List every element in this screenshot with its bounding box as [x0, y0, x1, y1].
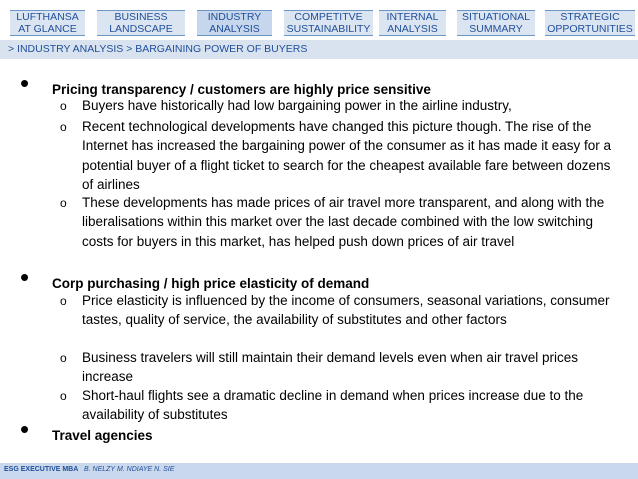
tab-industry-analysis[interactable] [197, 10, 272, 36]
tab-label-line2: ANALYSIS [387, 23, 438, 35]
tab-label-line1: LUFTHANSA [16, 11, 79, 23]
sub-bullet-marker: o [60, 294, 67, 308]
tab-label-line1: INTERNAL [386, 11, 439, 23]
tab-label-line2: AT GLANCE [18, 23, 77, 35]
tab-business-landscape[interactable] [97, 10, 185, 36]
sub-bullet-text: Business travelers will still maintain their demand levels even when air travel prices increase [82, 350, 578, 385]
bullet-marker: • [20, 414, 30, 444]
sub-bullet-marker: o [60, 99, 67, 113]
tab-label-line2: SUMMARY [469, 23, 523, 35]
footer-program: ESG EXECUTIVE MBA [4, 466, 79, 473]
bullet-title: Travel agencies [52, 428, 153, 443]
tab-internal-analysis[interactable] [379, 10, 446, 36]
footer-bar [0, 463, 638, 479]
tab-strategic-opportunities[interactable] [545, 10, 635, 36]
bullet-title: Corp purchasing / high price elasticity of demand [52, 276, 370, 291]
tab-label-line1: SITUATIONAL [461, 11, 531, 23]
sub-bullet-marker: o [60, 196, 67, 210]
tab-label-line1: BUSINESS [114, 11, 168, 23]
breadcrumb: > INDUSTRY ANALYSIS > BARGAINING POWER OF BUYERS [0, 40, 638, 59]
sub-bullet-text: Price elasticity is influenced by the income of consumers, seasonal variations, consumer tastes, quality of service, the availability of substitutes and other factors [82, 293, 610, 328]
tab-lufthansa-at-glance[interactable] [10, 10, 85, 36]
tab-label-line1: INDUSTRY [207, 11, 262, 23]
top-navigation [0, 0, 638, 40]
tab-label-line1: STRATEGIC [560, 11, 620, 23]
tab-label-line1: COMPETITVE [294, 11, 363, 23]
sub-bullet-marker: o [60, 389, 67, 403]
tab-label-line2: OPPORTUNITIES [547, 23, 633, 35]
tab-label-line2: SUSTAINABILITY [286, 23, 371, 35]
tab-label-line2: LANDSCAPE [109, 23, 173, 35]
sub-bullet-text: Buyers have historically had low bargaining power in the airline industry, [82, 98, 512, 113]
sub-bullet-text: Recent technological developments have changed this picture though. The rise of the Internet has increased the bargaining power of the consumer as it has made it easy for a potential buyer of a flight ticket to search for the cheapest available fare between dozens of airlines [82, 119, 612, 193]
tab-situational-summary[interactable] [457, 10, 535, 36]
footer-authors: B. NELZY M. NDIAYE N. SIE [84, 466, 175, 473]
bullet-marker: • [20, 262, 30, 292]
sub-bullet-marker: o [60, 120, 67, 134]
bullet-marker: • [20, 68, 30, 98]
tab-label-line2: ANALYSIS [209, 23, 260, 35]
sub-bullet-text: Short-haul flights see a dramatic decline in demand when prices increase due to the availability of substitutes [82, 388, 584, 423]
tab-competitive-sustainability[interactable] [284, 10, 373, 36]
sub-bullet-text: These developments has made prices of air travel more transparent, and along with the liberalisations within this market over the last decade combined with the low switching costs for buyers in this market, has helped push down prices of air travel [82, 195, 605, 249]
bullet-title: Pricing transparency / customers are highly price sensitive [52, 82, 431, 97]
sub-bullet-marker: o [60, 351, 67, 365]
